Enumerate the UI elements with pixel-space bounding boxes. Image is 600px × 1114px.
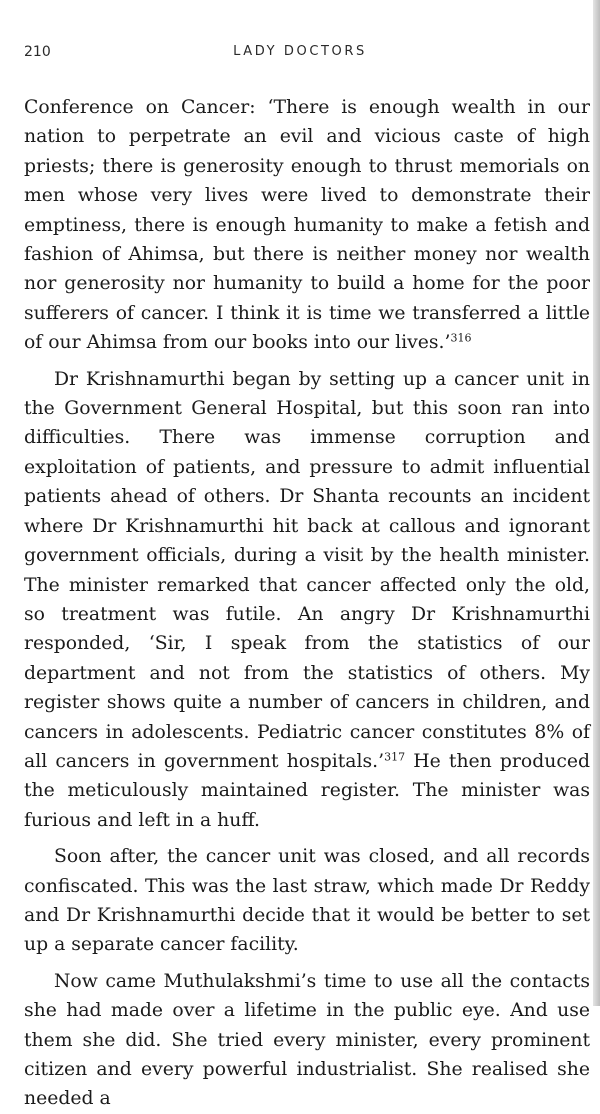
running-head <box>24 44 576 64</box>
paragraph-1 <box>24 93 590 358</box>
paragraph-3-text: Soon after, the cancer unit was closed, and all records confiscated. This was the last straw, which made Dr Reddy and Dr Krishnamurthi decide that it would be better to set up a separate cancer facility. <box>24 846 590 956</box>
page-edge-shadow <box>593 0 600 1006</box>
paragraph-2-text: Dr Krishnamurthi began by setting up a cancer unit in the Government General Hospital, but this soon ran into difficulties. There was immense corruption and exploitation of patients, and pressure to admit influential patients ahead of others. Dr Shanta recounts an incident where Dr Krishnamurthi hit back at callous and ignorant government officials, during a visit by the health minister. The minister remarked that cancer affected only the old, so treatment was futile. An angry Dr Krishnamurthi responded, ‘Sir, I speak from the statistics of our department and not from the statistics of others. My register shows quite a number of cancers in children, and cancers in adolescents. Pediatric cancer constitutes 8% of all cancers in government hospitals.’ <box>24 368 590 772</box>
paragraph-3 <box>24 842 590 960</box>
paragraph-2 <box>24 365 590 836</box>
running-title: LADY DOCTORS <box>233 44 367 59</box>
paragraph-1-text: Conference on Cancer: ‘There is enough wealth in our nation to perpetrate an evil and vicious caste of high priests; there is generosity enough to thrust memorials on men whose very lives were lived to demonstrate their emptiness, there is enough humanity to make a fetish and fashion of Ahimsa, but there is neither money nor wealth nor generosity nor humanity to build a home for the poor sufferers of cancer. I think it is time we transferred a little of our Ahimsa from our books into our lives.’ <box>24 97 590 354</box>
paragraph-2-text-continued: He then produced the meticulously maintained register. The minister was furious and left in a huff. <box>24 750 590 831</box>
paragraph-4-text: Now came Muthulakshmi’s time to use all the contacts she had made over a lifetime in the public eye. And use them she did. She tried every minister, every prominent citizen and every powerful industrialist. She realised she needed a <box>24 970 590 1110</box>
page-number: 210 <box>24 44 51 60</box>
body-text <box>24 93 590 1114</box>
paragraph-4 <box>24 967 590 1114</box>
footnote-ref-317: 317 <box>384 750 406 764</box>
footnote-ref-316: 316 <box>450 331 472 345</box>
